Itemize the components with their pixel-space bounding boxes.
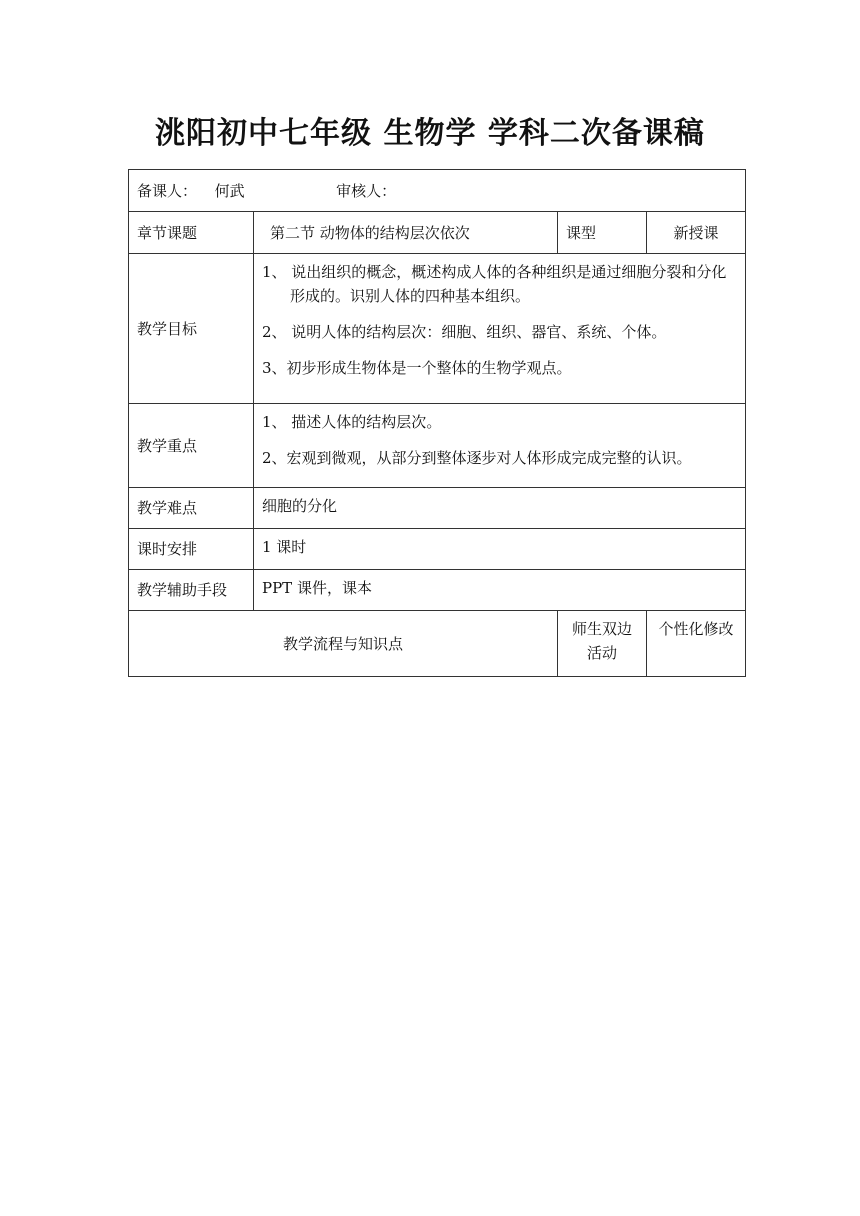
difficulty-value: 细胞的分化 — [254, 488, 746, 529]
page-title: 洮阳初中七年级 生物学 学科二次备课稿 — [155, 116, 705, 151]
preparer-label: 备课人： — [137, 181, 198, 200]
reviewer-label: 审核人： — [336, 181, 397, 200]
lesson-plan-table — [128, 169, 746, 677]
aids-value: PPT 课件，课本 — [254, 570, 746, 611]
key-points-row — [129, 404, 746, 488]
key-points-cell — [254, 404, 746, 488]
goal-item: 2、 说明人体的结构层次：细胞、组织、器官、系统、个体。 — [262, 323, 667, 341]
chapter-label: 章节课题 — [129, 212, 254, 254]
preparer-row — [129, 170, 746, 212]
goals-label: 教学目标 — [129, 254, 254, 404]
schedule-value: 1 课时 — [254, 529, 746, 570]
goals-row — [129, 254, 746, 404]
lesson-type-value: 新授课 — [647, 212, 746, 254]
personal-label: 个性化修改 — [647, 611, 746, 677]
goal-item: 3、初步形成生物体是一个整体的生物学观点。 — [262, 359, 572, 377]
chapter-row — [129, 212, 746, 254]
key-point-item: 1、 描述人体的结构层次。 — [262, 413, 442, 431]
preparer-name: 何武 — [214, 181, 245, 200]
difficulty-label: 教学难点 — [129, 488, 254, 529]
aids-label: 教学辅助手段 — [129, 570, 254, 611]
schedule-row — [129, 529, 746, 570]
schedule-label: 课时安排 — [129, 529, 254, 570]
lesson-type-label: 课型 — [558, 212, 647, 254]
aids-row — [129, 570, 746, 611]
flow-label: 教学流程与知识点 — [129, 611, 558, 677]
key-point-item: 2、宏观到微观，从部分到整体逐步对人体形成完成完整的认识。 — [262, 449, 692, 467]
difficulty-row — [129, 488, 746, 529]
goals-cell — [254, 254, 746, 404]
preparer-cell — [129, 170, 746, 212]
flow-header-row — [129, 611, 746, 677]
key-points-label: 教学重点 — [129, 404, 254, 488]
chapter-value: 第二节 动物体的结构层次依次 — [254, 212, 558, 254]
goal-item: 1、 说出组织的概念，概述构成人体的各种组织是通过细胞分裂和分化形成的。识别人体的四种基本组织。 — [262, 263, 727, 305]
activity-label: 师生双边活动 — [558, 611, 647, 677]
